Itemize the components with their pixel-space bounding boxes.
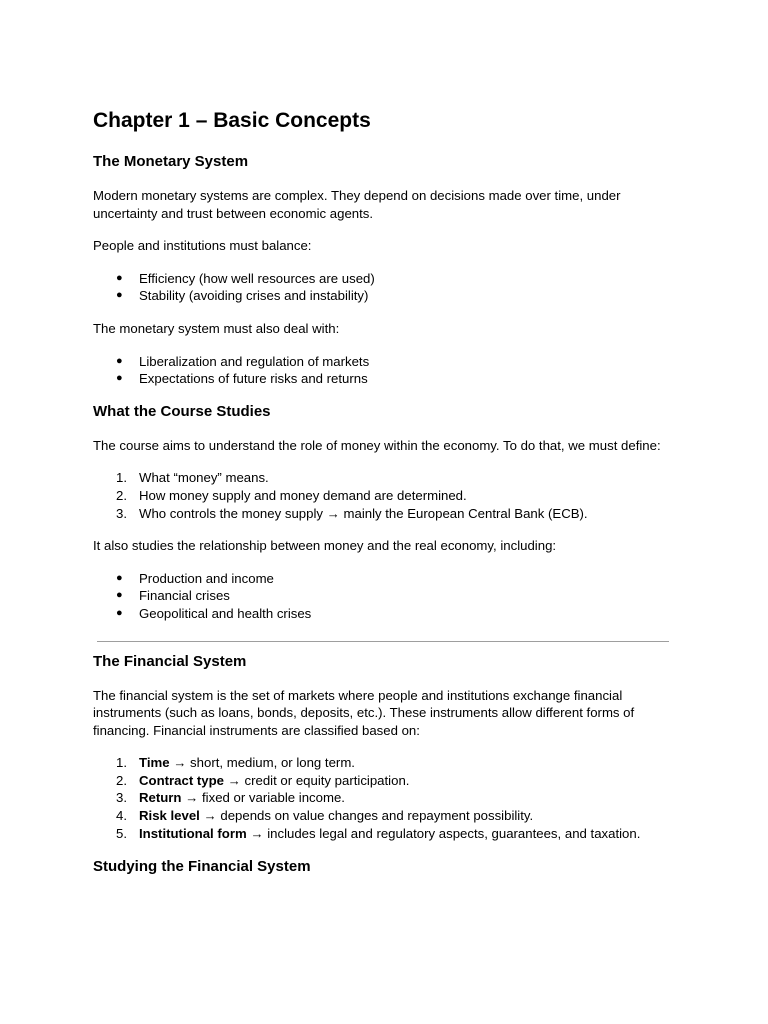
list-item: ● Financial crises [116,588,230,604]
bullet-icon: ● [116,372,123,385]
list-relationship [93,570,671,623]
list-item: ● Geopolitical and health crises [116,605,312,621]
list-item: 5. Institutional form → includes legal and regulatory aspects, guarantees, and taxation. [116,825,641,841]
list-item: 3. Return → fixed or variable income. [116,790,345,806]
bullet-icon: ● [116,289,123,302]
list-item: 4. Risk level → depends on value changes and repayment possibility. [116,808,534,824]
list-classification [93,754,671,842]
list-item: 2. Contract type → credit or equity participation. [116,772,410,788]
paragraph-relationship: It also studies the relationship between money and the real economy, including: [93,538,557,554]
document-body [93,152,671,892]
bullet-icon: ● [116,354,123,367]
chapter-title: Chapter 1 – Basic Concepts [93,109,371,132]
list-item: ● Liberalization and regulation of markets [116,353,370,369]
horizontal-divider [97,641,669,642]
heading-course-studies: What the Course Studies [93,402,271,420]
bullet-icon: ● [116,271,123,284]
list-balance [93,270,671,305]
list-item: ● Expectations of future risks and returns [116,371,368,387]
list-item: ● Stability (avoiding crises and instability) [116,288,369,304]
paragraph-financial-intro: The financial system is the set of markets where people and institutions exchange financial instruments (such as loans, bonds, deposits, etc.). These instruments allow different forms of financing. Financial instruments are classified based on: [93,687,635,738]
heading-financial-system: The Financial System [93,652,247,670]
paragraph-deal-with: The monetary system must also deal with: [93,320,340,336]
list-item: 3. Who controls the money supply → mainly the European Central Bank (ECB). [116,505,588,521]
paragraph-course-intro: The course aims to understand the role of money within the economy. To do that, we must define: [93,437,661,453]
list-item: 1. What “money” means. [116,470,269,486]
list-item: 1. Time → short, medium, or long term. [116,755,355,771]
list-item: ● Production and income [116,570,274,586]
list-item: 2. How money supply and money demand are determined. [116,487,467,503]
list-item: ● Efficiency (how well resources are used) [116,270,375,286]
list-deal-with [93,353,671,388]
bullet-icon: ● [116,606,123,619]
list-define [93,469,671,522]
paragraph-monetary-intro: Modern monetary systems are complex. They depend on decisions made over time, under uncertainty and trust between economic agents. [93,188,621,221]
heading-monetary-system: The Monetary System [93,153,249,170]
paragraph-balance: People and institutions must balance: [93,238,312,254]
heading-studying-financial-system: Studying the Financial System [93,858,311,876]
bullet-icon: ● [116,589,123,602]
bullet-icon: ● [116,571,123,584]
